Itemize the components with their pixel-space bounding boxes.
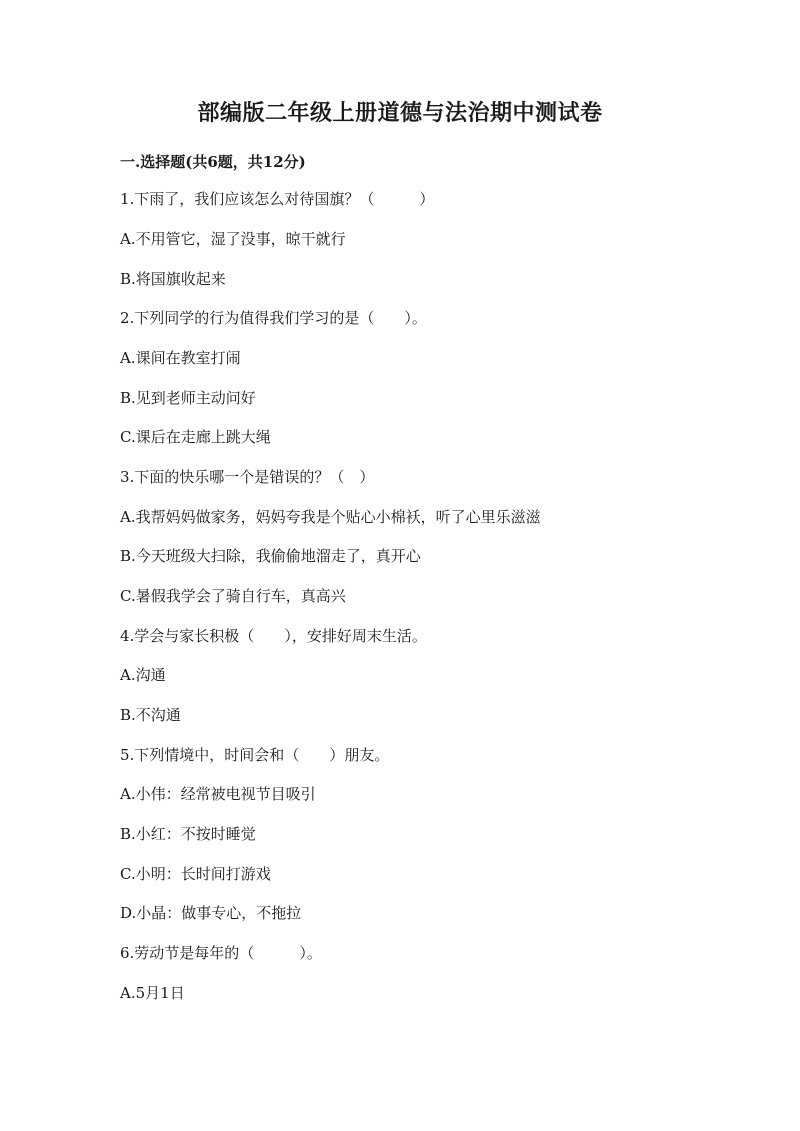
option-4a: A.沟通	[120, 666, 166, 684]
option-1b: B.将国旗收起来	[120, 270, 226, 288]
section-heading: 一.选择题(共6题，共12分)	[120, 153, 306, 171]
option-5a: A.小伟：经常被电视节目吸引	[120, 785, 316, 803]
option-5d: D.小晶：做事专心，不拖拉	[120, 904, 302, 922]
option-5c: C.小明：长时间打游戏	[120, 865, 271, 883]
question-1: 1.下雨了，我们应该怎么对待国旗？（ ）	[120, 190, 435, 208]
option-3c: C.暑假我学会了骑自行车，真高兴	[120, 587, 346, 605]
exam-title: 部编版二年级上册道德与法治期中测试卷	[197, 100, 603, 126]
option-4b: B.不沟通	[120, 706, 181, 724]
option-1a: A.不用管它，湿了没事，晾干就行	[120, 230, 346, 248]
question-4: 4.学会与家长积极（ ），安排好周末生活。	[120, 627, 427, 645]
option-3a: A.我帮妈妈做家务，妈妈夸我是个贴心小棉袄，听了心里乐滋滋	[120, 508, 541, 526]
question-3: 3.下面的快乐哪一个是错误的？（ ）	[120, 468, 375, 486]
option-2a: A.课间在教室打闹	[120, 349, 241, 367]
option-6a: A.5月1日	[120, 984, 185, 1002]
question-2: 2.下列同学的行为值得我们学习的是（ ）。	[120, 309, 427, 327]
question-5: 5.下列情境中，时间会和（ ）朋友。	[120, 746, 390, 764]
option-2c: C.课后在走廊上跳大绳	[120, 428, 271, 446]
option-2b: B.见到老师主动问好	[120, 389, 256, 407]
question-6: 6.劳动节是每年的（ ）。	[120, 944, 322, 962]
option-5b: B.小红：不按时睡觉	[120, 825, 256, 843]
option-3b: B.今天班级大扫除，我偷偷地溜走了，真开心	[120, 547, 421, 565]
